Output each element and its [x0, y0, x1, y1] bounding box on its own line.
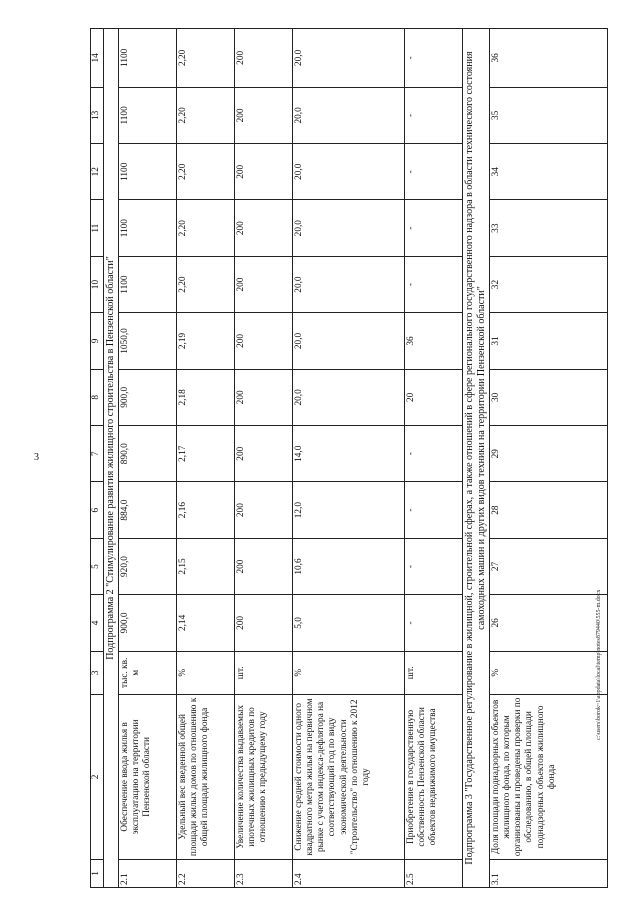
indicator-name: Обеспечение ввода жилья в эксплуатацию на территории Пензенской области	[119, 694, 177, 859]
row-number: 3.1	[490, 859, 608, 887]
value-cell: 900,0	[119, 595, 177, 651]
value-cell: 20,0	[293, 313, 405, 369]
column-header: 7	[91, 426, 104, 482]
value-cell: 2,15	[177, 538, 235, 594]
indicators-table	[90, 28, 608, 888]
value-cell: 30	[490, 369, 608, 425]
value-cell: 920,0	[119, 538, 177, 594]
value-cell: 1100	[119, 200, 177, 256]
table-row	[119, 29, 177, 888]
value-cell: 2,16	[177, 482, 235, 538]
unit-cell: тыс. кв. м	[119, 651, 177, 694]
table-row	[490, 29, 608, 888]
value-cell: 5,0	[293, 595, 405, 651]
value-cell: 1100	[119, 256, 177, 312]
value-cell: 36	[405, 313, 463, 369]
value-cell: 28	[490, 482, 608, 538]
column-header: 2	[91, 694, 104, 859]
value-cell: -	[405, 29, 463, 88]
column-header: 8	[91, 369, 104, 425]
value-cell: -	[405, 144, 463, 200]
value-cell: 200	[235, 538, 293, 594]
value-cell: 2,20	[177, 29, 235, 88]
value-cell: -	[405, 256, 463, 312]
value-cell: 2,17	[177, 426, 235, 482]
column-header: 13	[91, 87, 104, 143]
value-cell: 27	[490, 538, 608, 594]
value-cell: 20,0	[293, 200, 405, 256]
value-cell: 900,0	[119, 369, 177, 425]
value-cell: -	[405, 87, 463, 143]
value-cell: 36	[490, 29, 608, 88]
subprogram-2-row	[104, 29, 119, 888]
column-header: 14	[91, 29, 104, 88]
value-cell: -	[405, 426, 463, 482]
column-header: 10	[91, 256, 104, 312]
value-cell: 200	[235, 87, 293, 143]
row-number: 2.1	[119, 859, 177, 887]
value-cell: 34	[490, 144, 608, 200]
table-row	[177, 29, 235, 888]
value-cell: 20,0	[293, 29, 405, 88]
column-header: 3	[91, 651, 104, 694]
value-cell: 20,0	[293, 369, 405, 425]
table-row	[293, 29, 405, 888]
table-row	[405, 29, 463, 888]
value-cell: 200	[235, 144, 293, 200]
value-cell: 20,0	[293, 87, 405, 143]
value-cell: 1050,0	[119, 313, 177, 369]
value-cell: 33	[490, 200, 608, 256]
value-cell: 14,0	[293, 426, 405, 482]
value-cell: 884,0	[119, 482, 177, 538]
value-cell: 2,20	[177, 144, 235, 200]
value-cell: 200	[235, 313, 293, 369]
value-cell: 200	[235, 200, 293, 256]
indicator-name: Приобретение в государственную собственность Пензенской области объектов недвижимого имущества	[405, 694, 463, 859]
indicator-name: Удельный вес введенной общей площади жилых домов по отношению к общей площади жилищного фонда	[177, 694, 235, 859]
column-header: 6	[91, 482, 104, 538]
value-cell: 31	[490, 313, 608, 369]
value-cell: -	[405, 200, 463, 256]
value-cell: 2,20	[177, 87, 235, 143]
value-cell: 1100	[119, 144, 177, 200]
file-path: c:\users\borok~1\appdata\local\temp\notes879440\555-m.docx	[596, 589, 602, 740]
value-cell: -	[405, 538, 463, 594]
subprogram-title: Подпрограмма 3 "Государственное регулирование в жилищной, строительной сферах, а также отношений в сфере регионального государственного надзора в области технического состояния самоходных машин и других видов техники на территории Пензенской области"	[463, 29, 490, 888]
value-cell: 10,6	[293, 538, 405, 594]
column-header: 5	[91, 538, 104, 594]
value-cell: 200	[235, 29, 293, 88]
value-cell: 20	[405, 369, 463, 425]
value-cell: 2,19	[177, 313, 235, 369]
value-cell: 32	[490, 256, 608, 312]
value-cell: 12,0	[293, 482, 405, 538]
row-number: 2.4	[293, 859, 405, 887]
column-header: 9	[91, 313, 104, 369]
value-cell: 2,20	[177, 256, 235, 312]
value-cell: 1100	[119, 87, 177, 143]
rotated-table-wrapper	[90, 28, 608, 888]
value-cell: 26	[490, 595, 608, 651]
value-cell: 20,0	[293, 144, 405, 200]
column-number-row	[91, 29, 104, 888]
page-number: 3	[34, 452, 39, 463]
value-cell: 200	[235, 426, 293, 482]
unit-cell: шт.	[235, 651, 293, 694]
value-cell: 200	[235, 482, 293, 538]
table-row	[235, 29, 293, 888]
column-header: 11	[91, 200, 104, 256]
value-cell: 200	[235, 256, 293, 312]
column-header: 4	[91, 595, 104, 651]
column-header: 12	[91, 144, 104, 200]
value-cell: 890,0	[119, 426, 177, 482]
unit-cell: %	[490, 651, 608, 694]
value-cell: 200	[235, 595, 293, 651]
subprogram-3-row	[463, 29, 490, 888]
indicator-name: Доля площади поднадзорных объектов жилищного фонда, по которым организованы и проведены проверки по обследованию, в общей площади поднадзорных объектов жилищного фонда	[490, 694, 608, 859]
value-cell: 1100	[119, 29, 177, 88]
column-header: 1	[91, 859, 104, 887]
unit-cell: шт.	[405, 651, 463, 694]
value-cell: -	[405, 595, 463, 651]
indicator-name: Снижение средней стоимости одного квадратного метра жилья на первичном рынке с учетом индекса-дефлятора на соответствующий год по виду экономической деятельности "Строительство" по отношению к 2012 году	[293, 694, 405, 859]
indicator-name: Увеличение количества выдаваемых ипотечных жилищных кредитов по отношению к предыдущему году	[235, 694, 293, 859]
value-cell: 2,18	[177, 369, 235, 425]
value-cell: 29	[490, 426, 608, 482]
row-number: 2.5	[405, 859, 463, 887]
value-cell: 35	[490, 87, 608, 143]
subprogram-title: Подпрограмма 2 "Стимулирование развития жилищного строительства в Пензенской области"	[104, 29, 119, 888]
value-cell: 200	[235, 369, 293, 425]
value-cell: 2,20	[177, 200, 235, 256]
value-cell: -	[405, 482, 463, 538]
value-cell: 20,0	[293, 256, 405, 312]
row-number: 2.3	[235, 859, 293, 887]
unit-cell: %	[293, 651, 405, 694]
value-cell: 2,14	[177, 595, 235, 651]
row-number: 2.2	[177, 859, 235, 887]
unit-cell: %	[177, 651, 235, 694]
